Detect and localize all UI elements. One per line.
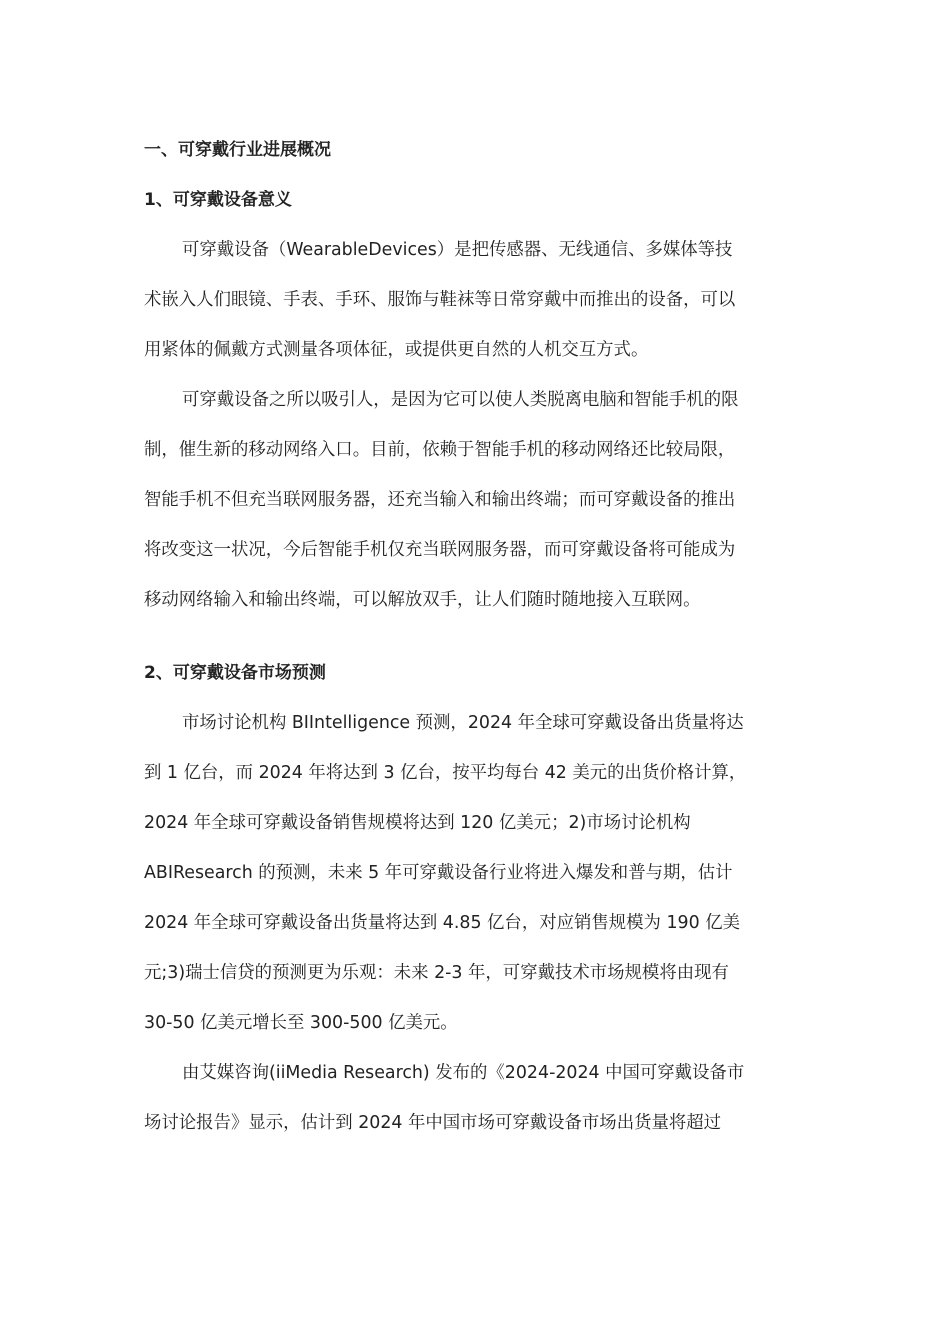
paragraph-line: 到 1 亿台，而 2024 年将达到 3 亿台，按平均每台 42 美元的出货价格计算， <box>144 763 747 783</box>
section-1-paragraph-1 <box>144 225 804 375</box>
section-1-paragraph-2 <box>144 375 804 625</box>
paragraph-line: ABIResearch 的预测，未来 5 年可穿戴设备行业将进入爆发和普与期，估计 <box>144 863 733 883</box>
paragraph-line: 2024 年全球可穿戴设备销售规模将达到 120 亿美元；2)市场讨论机构 <box>144 813 691 833</box>
paragraph-line: 由艾媒咨询(iiMedia Research) 发布的《2024-2024 中国可穿戴设备市 <box>182 1063 745 1083</box>
section-2-paragraph-2 <box>144 1048 804 1148</box>
paragraph-line: 智能手机不但充当联网服务器，还充当输入和输出终端；而可穿戴设备的推出 <box>144 490 736 510</box>
section-2-heading: 2、可穿戴设备市场预测 <box>144 663 326 683</box>
paragraph-line: 可穿戴设备（WearableDevices）是把传感器、无线通信、多媒体等技 <box>182 240 733 260</box>
paragraph-line: 移动网络输入和输出终端，可以解放双手，让人们随时随地接入互联网。 <box>144 590 701 610</box>
chapter-heading: 一、可穿戴行业进展概况 <box>144 140 331 160</box>
paragraph-line: 可穿戴设备之所以吸引人，是因为它可以使人类脱离电脑和智能手机的限 <box>182 390 739 410</box>
paragraph-line: 场讨论报告》显示，估计到 2024 年中国市场可穿戴设备市场出货量将超过 <box>144 1113 722 1133</box>
paragraph-line: 市场讨论机构 BIIntelligence 预测，2024 年全球可穿戴设备出货量将达 <box>182 713 744 733</box>
paragraph-line: 用紧体的佩戴方式测量各项体征，或提供更自然的人机交互方式。 <box>144 340 649 360</box>
paragraph-line: 30-50 亿美元增长至 300-500 亿美元。 <box>144 1013 458 1033</box>
paragraph-line: 元;3)瑞士信贷的预测更为乐观：未来 2-3 年，可穿戴技术市场规模将由现有 <box>144 963 729 983</box>
document-page <box>144 136 804 1148</box>
paragraph-line: 将改变这一状况，今后智能手机仅充当联网服务器，而可穿戴设备将可能成为 <box>144 540 736 560</box>
paragraph-line: 2024 年全球可穿戴设备出货量将达到 4.85 亿台，对应销售规模为 190 亿美 <box>144 913 740 933</box>
section-2-paragraph-1 <box>144 698 804 1048</box>
paragraph-line: 术嵌入人们眼镜、手表、手环、服饰与鞋袜等日常穿戴中而推出的设备，可以 <box>144 290 736 310</box>
section-1-heading: 1、可穿戴设备意义 <box>144 190 292 210</box>
paragraph-line: 制，催生新的移动网络入口。目前，依赖于智能手机的移动网络还比较局限， <box>144 440 736 460</box>
